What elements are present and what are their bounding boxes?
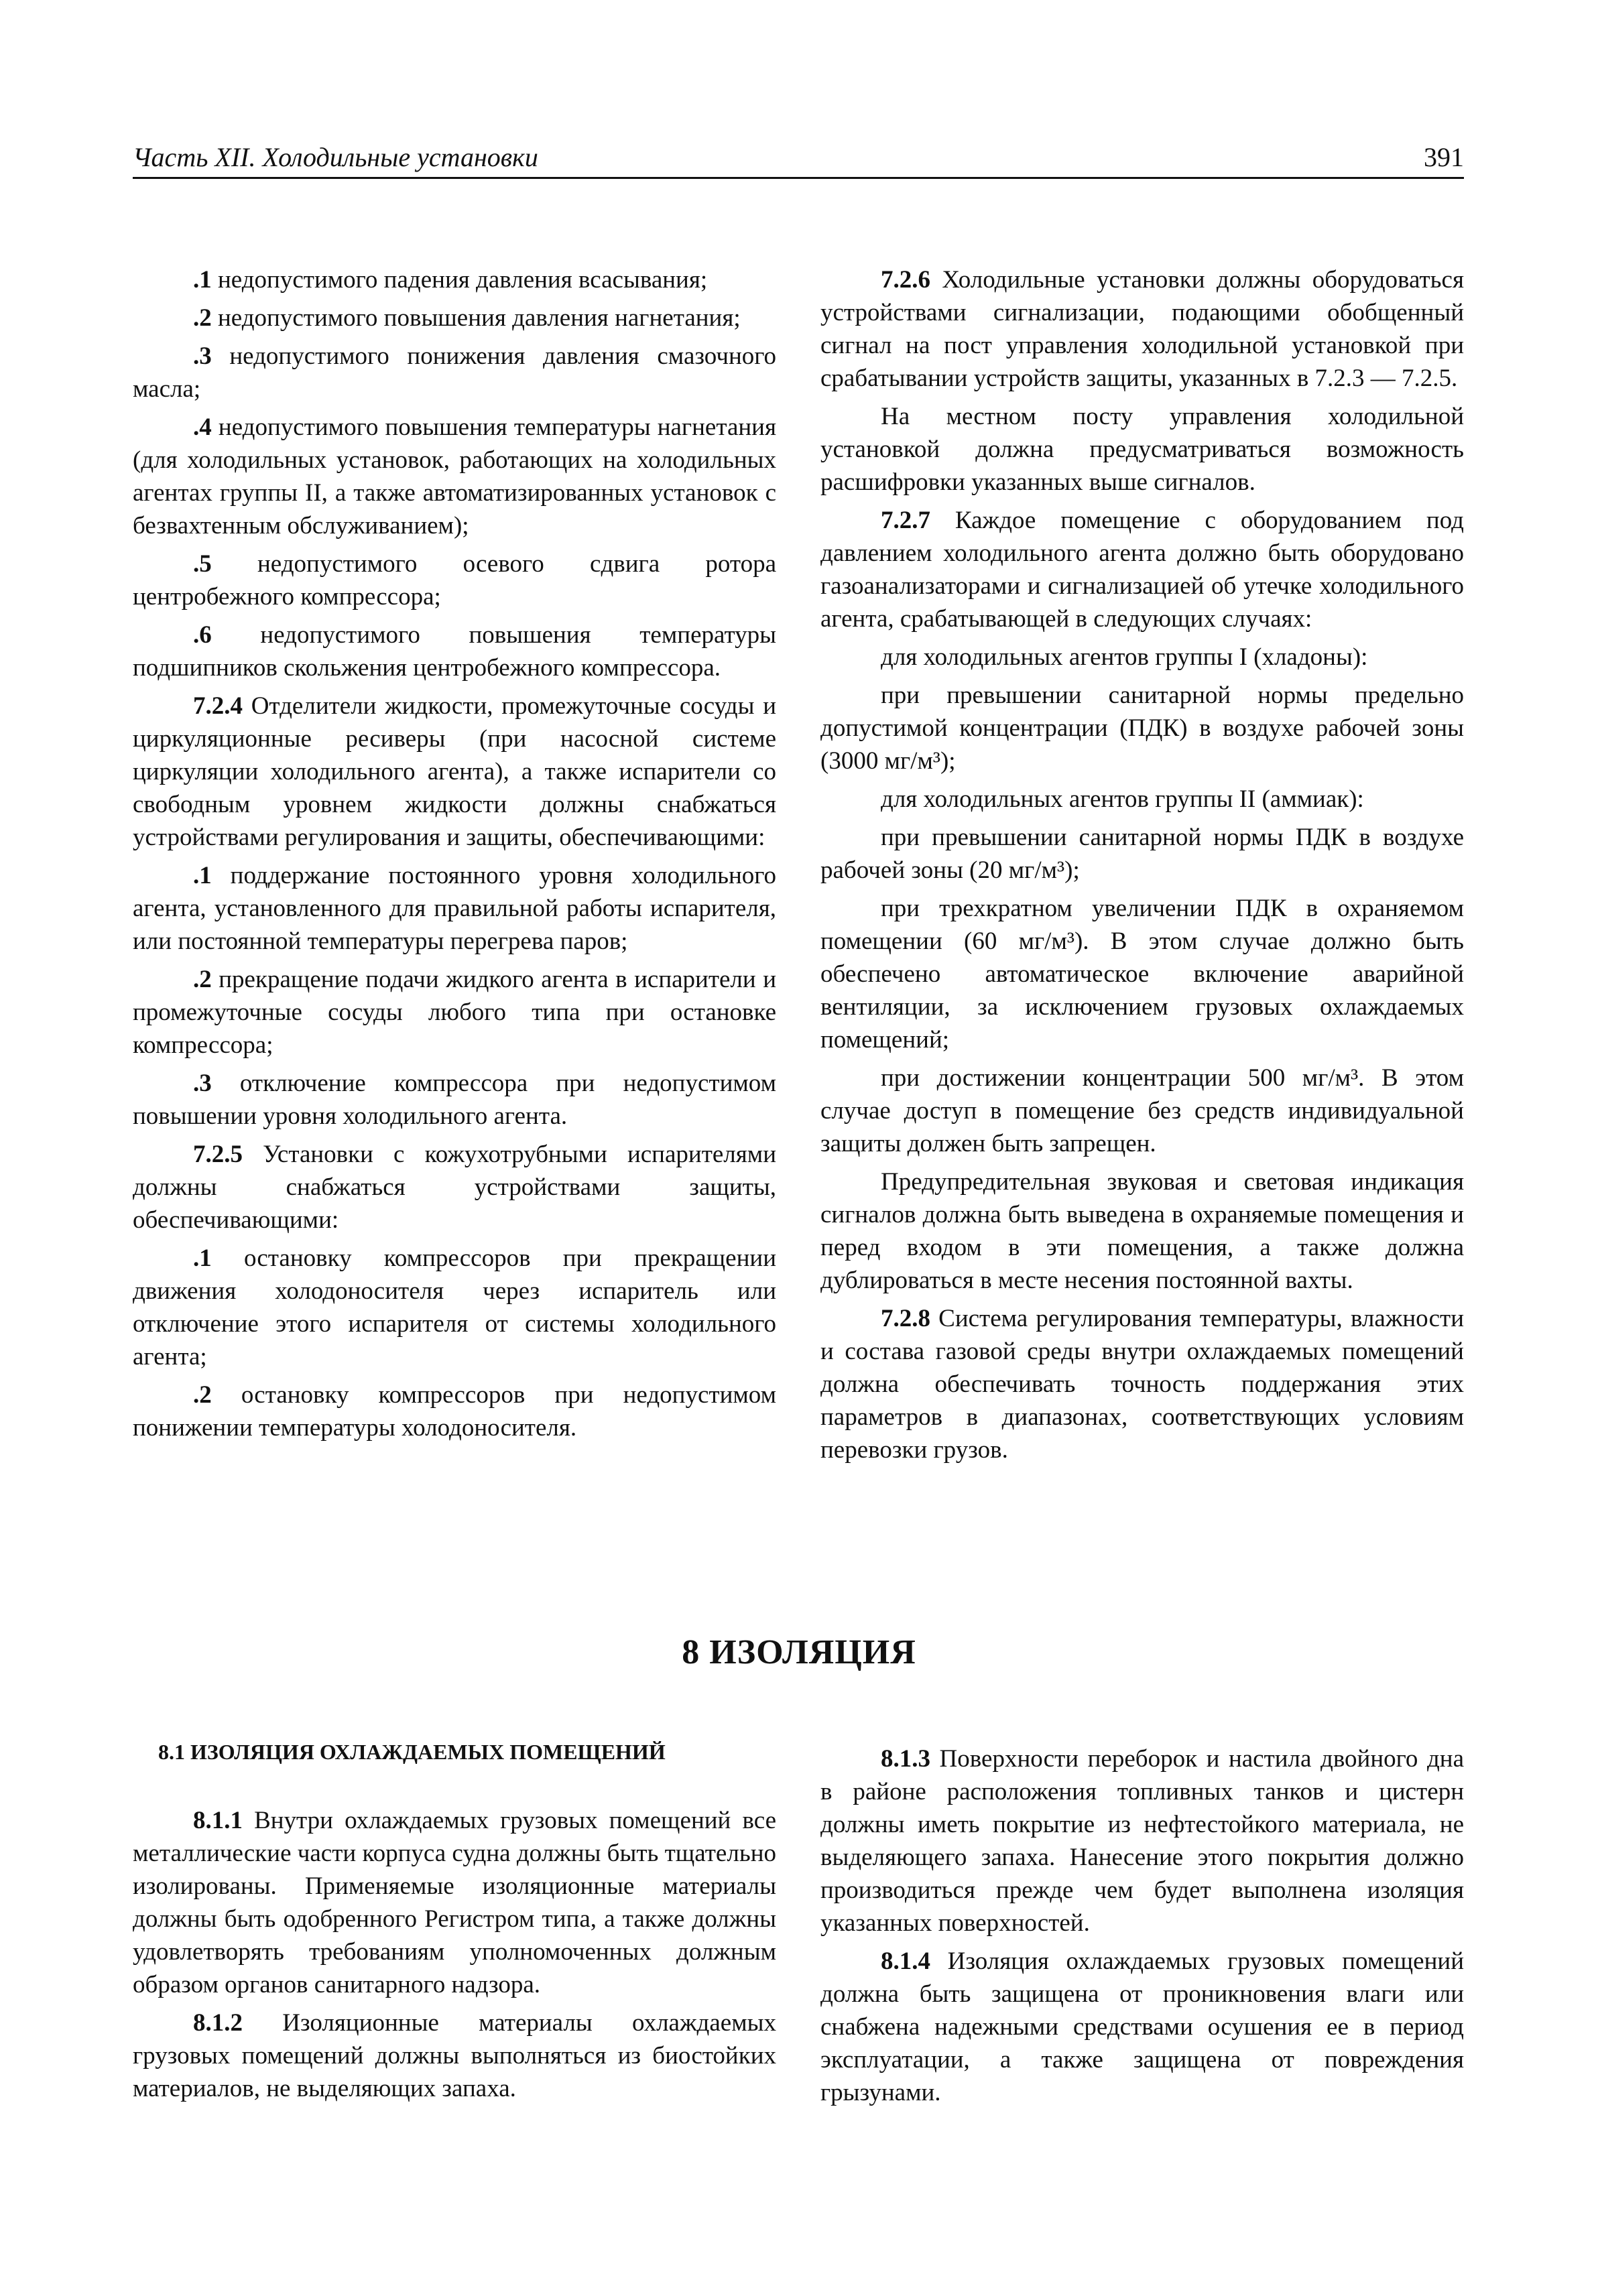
paragraph — [133, 340, 776, 405]
paragraph — [820, 679, 1464, 777]
paragraph-text: Каждое помещение с оборудованием под давлением холодильного агента должно быть оборудовано газоанализаторами и сигнализацией об утечке холодильного агента, срабатывающей в следующих случаях: — [820, 507, 1464, 633]
paragraph — [133, 2006, 776, 2105]
paragraph-number: 7.2.4 — [193, 692, 243, 720]
paragraph-number: .2 — [193, 1381, 212, 1409]
paragraph — [133, 690, 776, 854]
paragraph — [133, 263, 776, 296]
paragraph-text: Поверхности переборок и настила двойного дна в районе расположения топливных танков и цистерн должны иметь покрытие из нефтестойкого материала, не выделяющего запаха. Нанесение этого покрытия должно производиться прежде чем будет выполнена изоляция указанных поверхностей. — [820, 1745, 1464, 1937]
paragraph-text: Установки с кожухотрубными испарителями должны снабжаться устройствами защиты, обеспечивающими: — [133, 1141, 776, 1234]
paragraph-number: 8.1.4 — [881, 1948, 930, 1975]
paragraph — [820, 1945, 1464, 2109]
paragraph — [133, 548, 776, 613]
paragraph-number: .2 — [193, 966, 212, 993]
running-header-title: Часть XII. Холодильные установки — [133, 142, 538, 172]
paragraph — [133, 1242, 776, 1373]
paragraph — [820, 263, 1464, 395]
paragraph-number: .1 — [193, 862, 212, 889]
paragraph — [133, 1804, 776, 2001]
paragraph-number: .2 — [193, 304, 212, 332]
paragraph-number: .1 — [193, 266, 212, 294]
paragraph-number: 7.2.8 — [881, 1305, 930, 1332]
paragraph-number: 7.2.6 — [881, 266, 930, 294]
paragraph — [133, 1067, 776, 1133]
paragraph-number: 7.2.7 — [881, 507, 930, 534]
running-header — [133, 138, 1464, 179]
page-number: 391 — [1424, 142, 1464, 172]
paragraph-text: для холодильных агентов группы II (аммиак): — [881, 785, 1364, 813]
paragraph — [133, 1379, 776, 1444]
paragraph — [133, 619, 776, 684]
paragraph-text: поддержание постоянного уровня холодильного агента, установленного для правильной работы испарителя, или постоянной температуры перегрева паров; — [133, 862, 776, 955]
right-column-bottom — [820, 1737, 1464, 2109]
paragraph-text: Изоляция охлаждаемых грузовых помещений должна быть защищена от проникновения влаги или снабжена надежными средствами осушения ее в период эксплуатации, а также защищена от повреждения грызунами. — [820, 1948, 1464, 2106]
paragraph — [133, 859, 776, 958]
paragraph-number: 8.1.3 — [881, 1745, 930, 1773]
paragraph-text: недопустимого понижения давления смазочного масла; — [133, 342, 776, 403]
paragraph-text: при достижении концентрации 500 мг/м³. В этом случае доступ в помещение без средств индивидуальной защиты должен быть запрещен. — [820, 1064, 1464, 1157]
paragraph-number: 8.1.1 — [193, 1807, 243, 1834]
paragraph-text: недопустимого повышения температуры нагнетания (для холодильных установок, работающих на холодильных агентах группы II, а также автоматизированных установок с безвахтенным обслуживанием); — [133, 413, 776, 539]
left-column-top — [133, 258, 776, 1444]
paragraph — [820, 783, 1464, 816]
paragraph-text: Внутри охлаждаемых грузовых помещений все металлические части корпуса судна должны быть тщательно изолированы. Применяемые изоляционные материалы должны быть одобренного Регистром типа, а также должны удовлетворять требованиям уполномоченных должным образом органов санитарного надзора. — [133, 1807, 776, 1998]
paragraph-text: при превышении санитарной нормы ПДК в воздухе рабочей зоны (20 мг/м³); — [820, 824, 1464, 884]
paragraph — [820, 400, 1464, 499]
paragraph-number: .5 — [193, 550, 212, 578]
paragraph-text: недопустимого повышения давления нагнетания; — [211, 304, 741, 332]
subsection-heading: 8.1 ИЗОЛЯЦИЯ ОХЛАЖДАЕМЫХ ПОМЕЩЕНИЙ — [158, 1740, 666, 1764]
paragraph — [820, 641, 1464, 674]
paragraph-text: Отделители жидкости, промежуточные сосуды и циркуляционные ресиверы (при насосной системе циркуляции холодильного агента), а также испарители со свободным уровнем жидкости должны снабжаться устройствами регулирования и защиты, обеспечивающими: — [133, 692, 776, 851]
paragraph-text: прекращение подачи жидкого агента в испарители и промежуточные сосуды любого типа при остановке компрессора; — [133, 966, 776, 1059]
paragraph-text: остановку компрессоров при недопустимом понижении температуры холодоносителя. — [133, 1381, 776, 1442]
paragraph-number: .3 — [193, 1070, 212, 1097]
paragraph-text: недопустимого повышения температуры подшипников скольжения центробежного компрессора. — [133, 621, 776, 682]
paragraph-text: Холодильные установки должны оборудоваться устройствами сигнализации, подающими обобщенный сигнал на пост управления холодильной установкой при срабатывании устройств защиты, указанных в 7.2.3 — 7.2.5. — [820, 266, 1464, 392]
paragraph — [820, 1062, 1464, 1160]
paragraph-number: 8.1.2 — [193, 2009, 243, 2037]
paragraph-number: 7.2.5 — [193, 1141, 243, 1168]
paragraph — [820, 1165, 1464, 1297]
paragraph — [133, 411, 776, 542]
paragraph-text: Система регулирования температуры, влажности и состава газовой среды внутри охлаждаемых помещений должна обеспечивать точность поддержания этих параметров в диапазонах, соответствующих условиям перевозки грузов. — [820, 1305, 1464, 1464]
paragraph-text: Предупредительная звуковая и световая индикация сигналов должна быть выведена в охраняемые помещения и перед входом в эти помещения, а также должна дублироваться в месте несения постоянной вахты. — [820, 1168, 1464, 1294]
paragraph-text: недопустимого падения давления всасывания; — [211, 266, 708, 294]
paragraph-text: остановку компрессоров при прекращении движения холодоносителя через испаритель или отключение этого испарителя от системы холодильного агента; — [133, 1245, 776, 1370]
paragraph-number: .3 — [193, 342, 212, 370]
paragraph — [820, 1302, 1464, 1466]
paragraph-number: .4 — [193, 413, 212, 441]
paragraph-number: .6 — [193, 621, 212, 649]
left-bottom-paragraphs — [133, 1804, 776, 2105]
paragraph-text: недопустимого осевого сдвига ротора центробежного компрессора; — [133, 550, 776, 611]
paragraph — [133, 302, 776, 334]
left-column-bottom — [133, 1737, 776, 2105]
paragraph-text: для холодильных агентов группы I (хладоны): — [881, 643, 1368, 671]
paragraph — [820, 504, 1464, 635]
paragraph-text: при превышении санитарной нормы предельно допустимой концентрации (ПДК) в воздухе рабочей зоны (3000 мг/м³); — [820, 682, 1464, 775]
paragraph-text: На местном посту управления холодильной установкой должна предусматриваться возможность расшифровки указанных выше сигналов. — [820, 403, 1464, 496]
paragraph-text: отключение компрессора при недопустимом повышении уровня холодильного агента. — [133, 1070, 776, 1130]
paragraph-text: при трехкратном увеличении ПДК в охраняемом помещении (60 мг/м³). В этом случае должно быть обеспечено автоматическое включение аварийной вентиляции, за исключением грузовых охлаждаемых помещений; — [820, 895, 1464, 1054]
paragraph — [820, 821, 1464, 887]
paragraph — [820, 892, 1464, 1056]
paragraph-number: .1 — [193, 1245, 212, 1272]
paragraph — [133, 963, 776, 1062]
right-column-top — [820, 258, 1464, 1466]
paragraph — [133, 1138, 776, 1236]
paragraph-text: Изоляционные материалы охлаждаемых грузовых помещений должны выполняться из биостойких материалов, не выделяющих запаха. — [133, 2009, 776, 2102]
paragraph — [820, 1742, 1464, 1939]
section-heading: 8 ИЗОЛЯЦИЯ — [682, 1633, 916, 1671]
